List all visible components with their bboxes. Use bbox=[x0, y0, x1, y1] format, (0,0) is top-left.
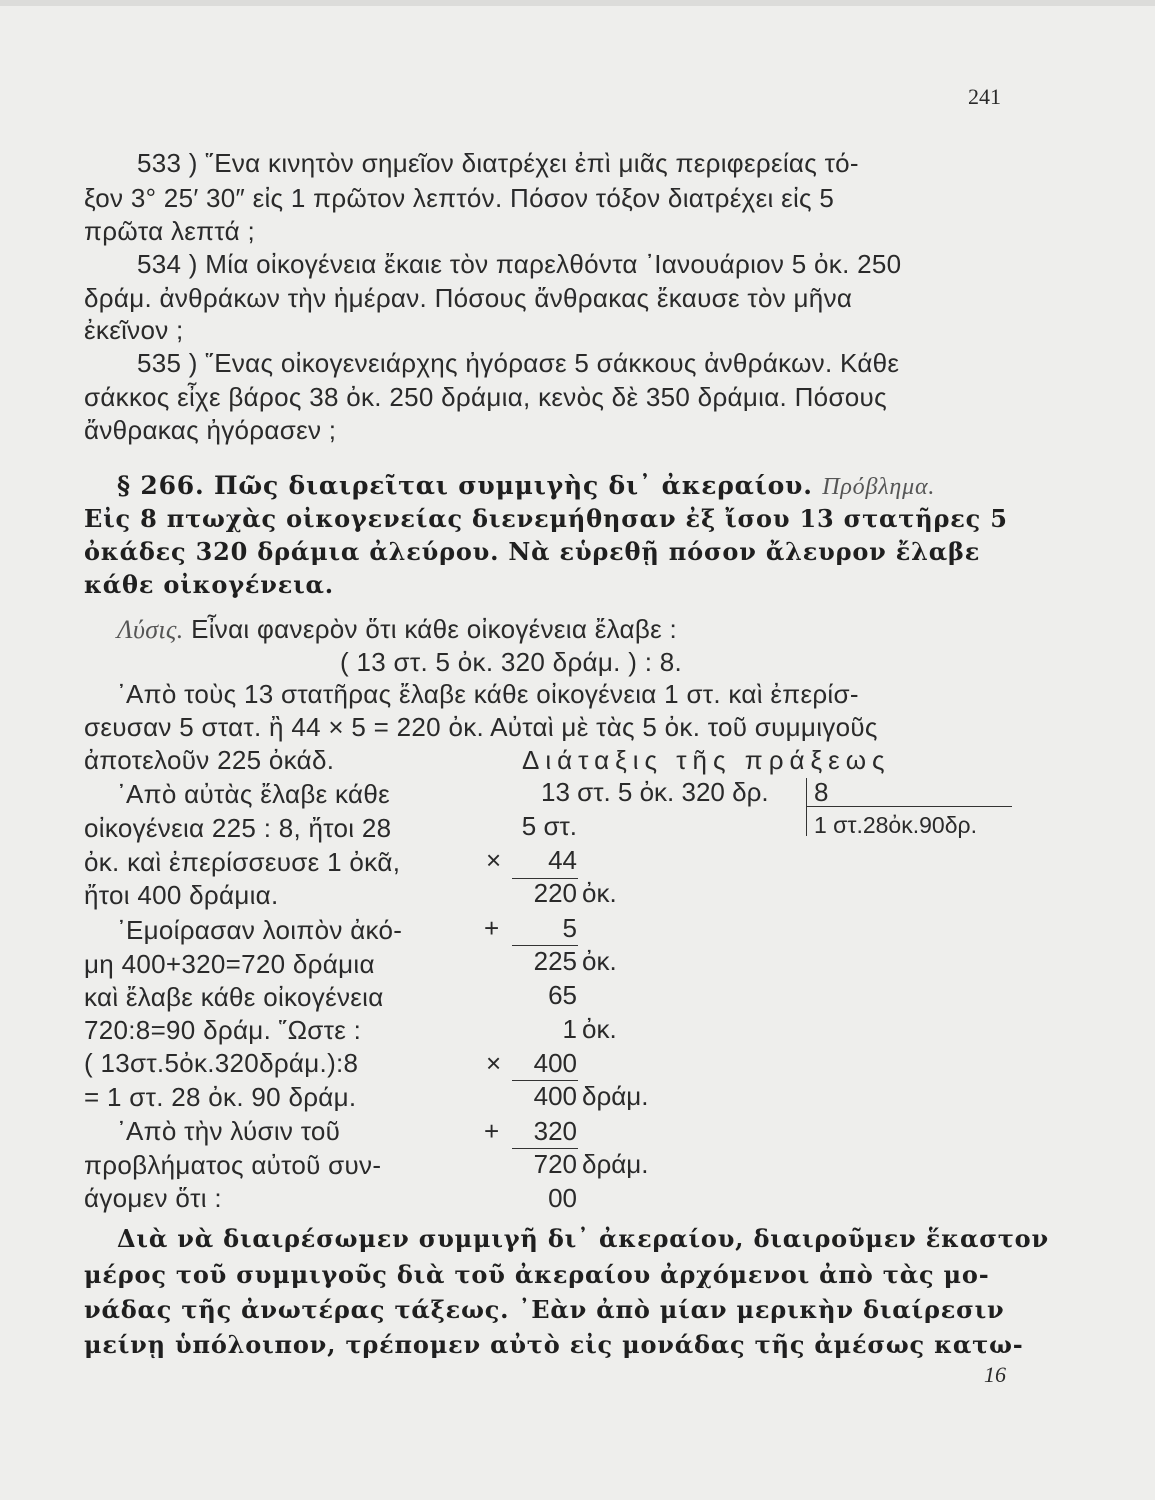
problem-535-line-3: ἄνθρακας ἠγόρασεν ; bbox=[84, 415, 337, 445]
solution-line-3: ἀποτελοῦν 225 ὀκάδ. bbox=[84, 745, 335, 775]
divisor: 8 bbox=[814, 777, 829, 807]
plus-sign-2: + bbox=[484, 1116, 500, 1146]
solution-intro bbox=[117, 612, 677, 647]
left-col-line-7: καὶ ἔλαβε κάθε οἰκογένεια bbox=[84, 982, 384, 1012]
section-problem-label: Πρόβλημα. bbox=[822, 474, 936, 500]
left-col-line-6: μη 400+320=720 δράμια bbox=[84, 949, 375, 979]
times-sign-1: × bbox=[486, 845, 502, 875]
left-col-line-11: ᾿Απὸ τὴν λύσιν τοῦ bbox=[117, 1116, 341, 1146]
left-col-line-3: ὀκ. καὶ ἐπερίσσευσε 1 ὀκᾶ, bbox=[84, 847, 401, 877]
solution-formula: ( 13 στ. 5 ὀκ. 320 δράμ. ) : 8. bbox=[340, 647, 683, 677]
calc-step-3-unit: ὀκ. bbox=[582, 878, 617, 908]
calc-step-4: 5 bbox=[562, 913, 577, 943]
page-number: 241 bbox=[968, 84, 1001, 109]
left-col-line-8: 720:8=90 δράμ. ῞Ωστε : bbox=[84, 1015, 362, 1045]
calc-step-7-unit: ὀκ. bbox=[582, 1014, 617, 1044]
times-sign-2: × bbox=[486, 1048, 502, 1078]
plus-sign-1: + bbox=[484, 913, 500, 943]
solution-label: Λύσις. bbox=[117, 615, 184, 644]
problem-533-line-2: ξον 3° 25′ 30″ εἰς 1 πρῶτον λεπτόν. Πόσον τόξον διατρέχει εἰς 5 bbox=[84, 183, 835, 213]
quotient: 1 στ.28ὀκ.90δρ. bbox=[814, 812, 977, 838]
calc-step-11: 720 bbox=[533, 1149, 577, 1179]
problem-534-line-2: δράμ. ἀνθράκων τὴν ἡμέραν. Πόσους ἄνθρακας ἔκαυσε τὸν μῆνα bbox=[84, 283, 853, 313]
division-bar-vertical bbox=[806, 778, 807, 836]
left-col-line-13: άγομεν ὅτι : bbox=[84, 1183, 222, 1213]
section-heading bbox=[117, 469, 935, 504]
signature-mark: 16 bbox=[984, 1362, 1006, 1387]
page-top-edge bbox=[0, 0, 1155, 6]
layout-heading: Διάταξις τῆς πράξεως bbox=[522, 745, 891, 775]
problem-534-line-3: ἐκεῖνον ; bbox=[84, 315, 184, 345]
section-problem-line-1: Εἰς 8 πτωχὰς οἰκογενείας διενεμήθησαν ἐξ ἴσου 13 στατῆρες 5 bbox=[84, 504, 1008, 533]
section-title: § 266. Πῶς διαιρεῖται συμμιγὴς δι᾿ ἀκεραίου. bbox=[117, 471, 813, 500]
calc-step-12: 00 bbox=[548, 1183, 577, 1213]
solution-intro-text: Εἶναι φανερὸν ὅτι κάθε οἰκογένεια ἔλαβε : bbox=[191, 614, 678, 644]
dividend: 13 στ. 5 ὀκ. 320 δρ. bbox=[541, 777, 769, 807]
solution-line-2: σευσαν 5 στατ. ἢ 44 × 5 = 220 ὀκ. Αὐταὶ μὲ τὰς 5 ὀκ. τοῦ συμμιγοῦς bbox=[84, 712, 878, 742]
calc-step-1: 5 στ. bbox=[521, 811, 577, 841]
problem-534-line-1: 534 ) Μία οἰκογένεια ἔκαιε τὸν παρελθόντα ᾿Ιανουάριον 5 ὀκ. 250 bbox=[137, 249, 902, 279]
rule-line-2: μέρος τοῦ συμμιγοῦς διὰ τοῦ ἀκεραίου ἀρχόμενοι ἀπὸ τὰς μο- bbox=[84, 1260, 990, 1289]
left-col-line-12: προβλήματος αὐτοῦ συν- bbox=[84, 1150, 382, 1180]
calc-step-11-unit: δράμ. bbox=[582, 1149, 649, 1179]
left-col-line-10: = 1 στ. 28 ὀκ. 90 δράμ. bbox=[84, 1082, 357, 1112]
problem-535-line-1: 535 ) ῞Ενας οἰκογενειάρχης ἠγόρασε 5 σάκκους ἀνθράκων. Κάθε bbox=[137, 348, 900, 378]
calc-step-10: 320 bbox=[533, 1116, 577, 1146]
calc-step-9: 400 bbox=[533, 1081, 577, 1111]
calc-step-6: 65 bbox=[548, 980, 577, 1010]
problem-535-line-2: σάκκος εἶχε βάρος 38 ὀκ. 250 δράμια, κενὸς δὲ 350 δράμια. Πόσους bbox=[84, 382, 887, 412]
section-problem-line-3: κάθε οἰκογένεια. bbox=[84, 570, 334, 599]
problem-533-line-3: πρῶτα λεπτά ; bbox=[84, 216, 255, 246]
calc-step-3: 220 bbox=[533, 878, 577, 908]
left-col-line-4: ἤτοι 400 δράμια. bbox=[84, 880, 279, 910]
left-col-line-9: ( 13στ.5ὀκ.320δράμ.):8 bbox=[84, 1048, 359, 1078]
left-col-line-5: ᾿Εμοίρασαν λοιπὸν ἀκό- bbox=[117, 915, 403, 945]
calc-step-5-unit: ὀκ. bbox=[582, 946, 617, 976]
division-bar-horizontal bbox=[807, 806, 1012, 807]
rule-line-4: μείνῃ ὑπόλοιπον, τρέπομεν αὐτὸ εἰς μονάδας τῆς ἀμέσως κατω- bbox=[84, 1330, 1024, 1359]
calc-step-9-unit: δράμ. bbox=[582, 1081, 649, 1111]
section-problem-line-2: ὀκάδες 320 δράμια ἀλεύρου. Νὰ εὑρεθῇ πόσον ἄλευρον ἔλαβε bbox=[84, 537, 981, 566]
calc-step-2: 44 bbox=[548, 845, 577, 875]
left-col-line-2: οἰκογένεια 225 : 8, ἤτοι 28 bbox=[84, 813, 392, 843]
left-col-line-1: ᾿Απὸ αὐτὰς ἔλαβε κάθε bbox=[117, 779, 390, 809]
problem-533-line-1: 533 ) ῞Ενα κινητὸν σημεῖον διατρέχει ἐπὶ μιᾶς περιφερείας τό- bbox=[137, 148, 859, 178]
calc-step-5: 225 bbox=[533, 946, 577, 976]
calc-step-8: 400 bbox=[533, 1048, 577, 1078]
calc-step-7: 1 bbox=[562, 1014, 577, 1044]
rule-line-1: Διὰ νὰ διαιρέσωμεν συμμιγῆ δι᾿ ἀκεραίου, διαιροῦμεν ἕκαστον bbox=[117, 1224, 1049, 1253]
solution-line-1: ᾿Απὸ τοὺς 13 στατῆρας ἔλαβε κάθε οἰκογένεια 1 στ. καὶ ἐπερίσ- bbox=[117, 679, 859, 709]
rule-line-3: νάδας τῆς ἀνωτέρας τάξεως. ᾿Εὰν ἀπὸ μίαν μερικὴν διαίρεσιν bbox=[84, 1295, 1005, 1324]
